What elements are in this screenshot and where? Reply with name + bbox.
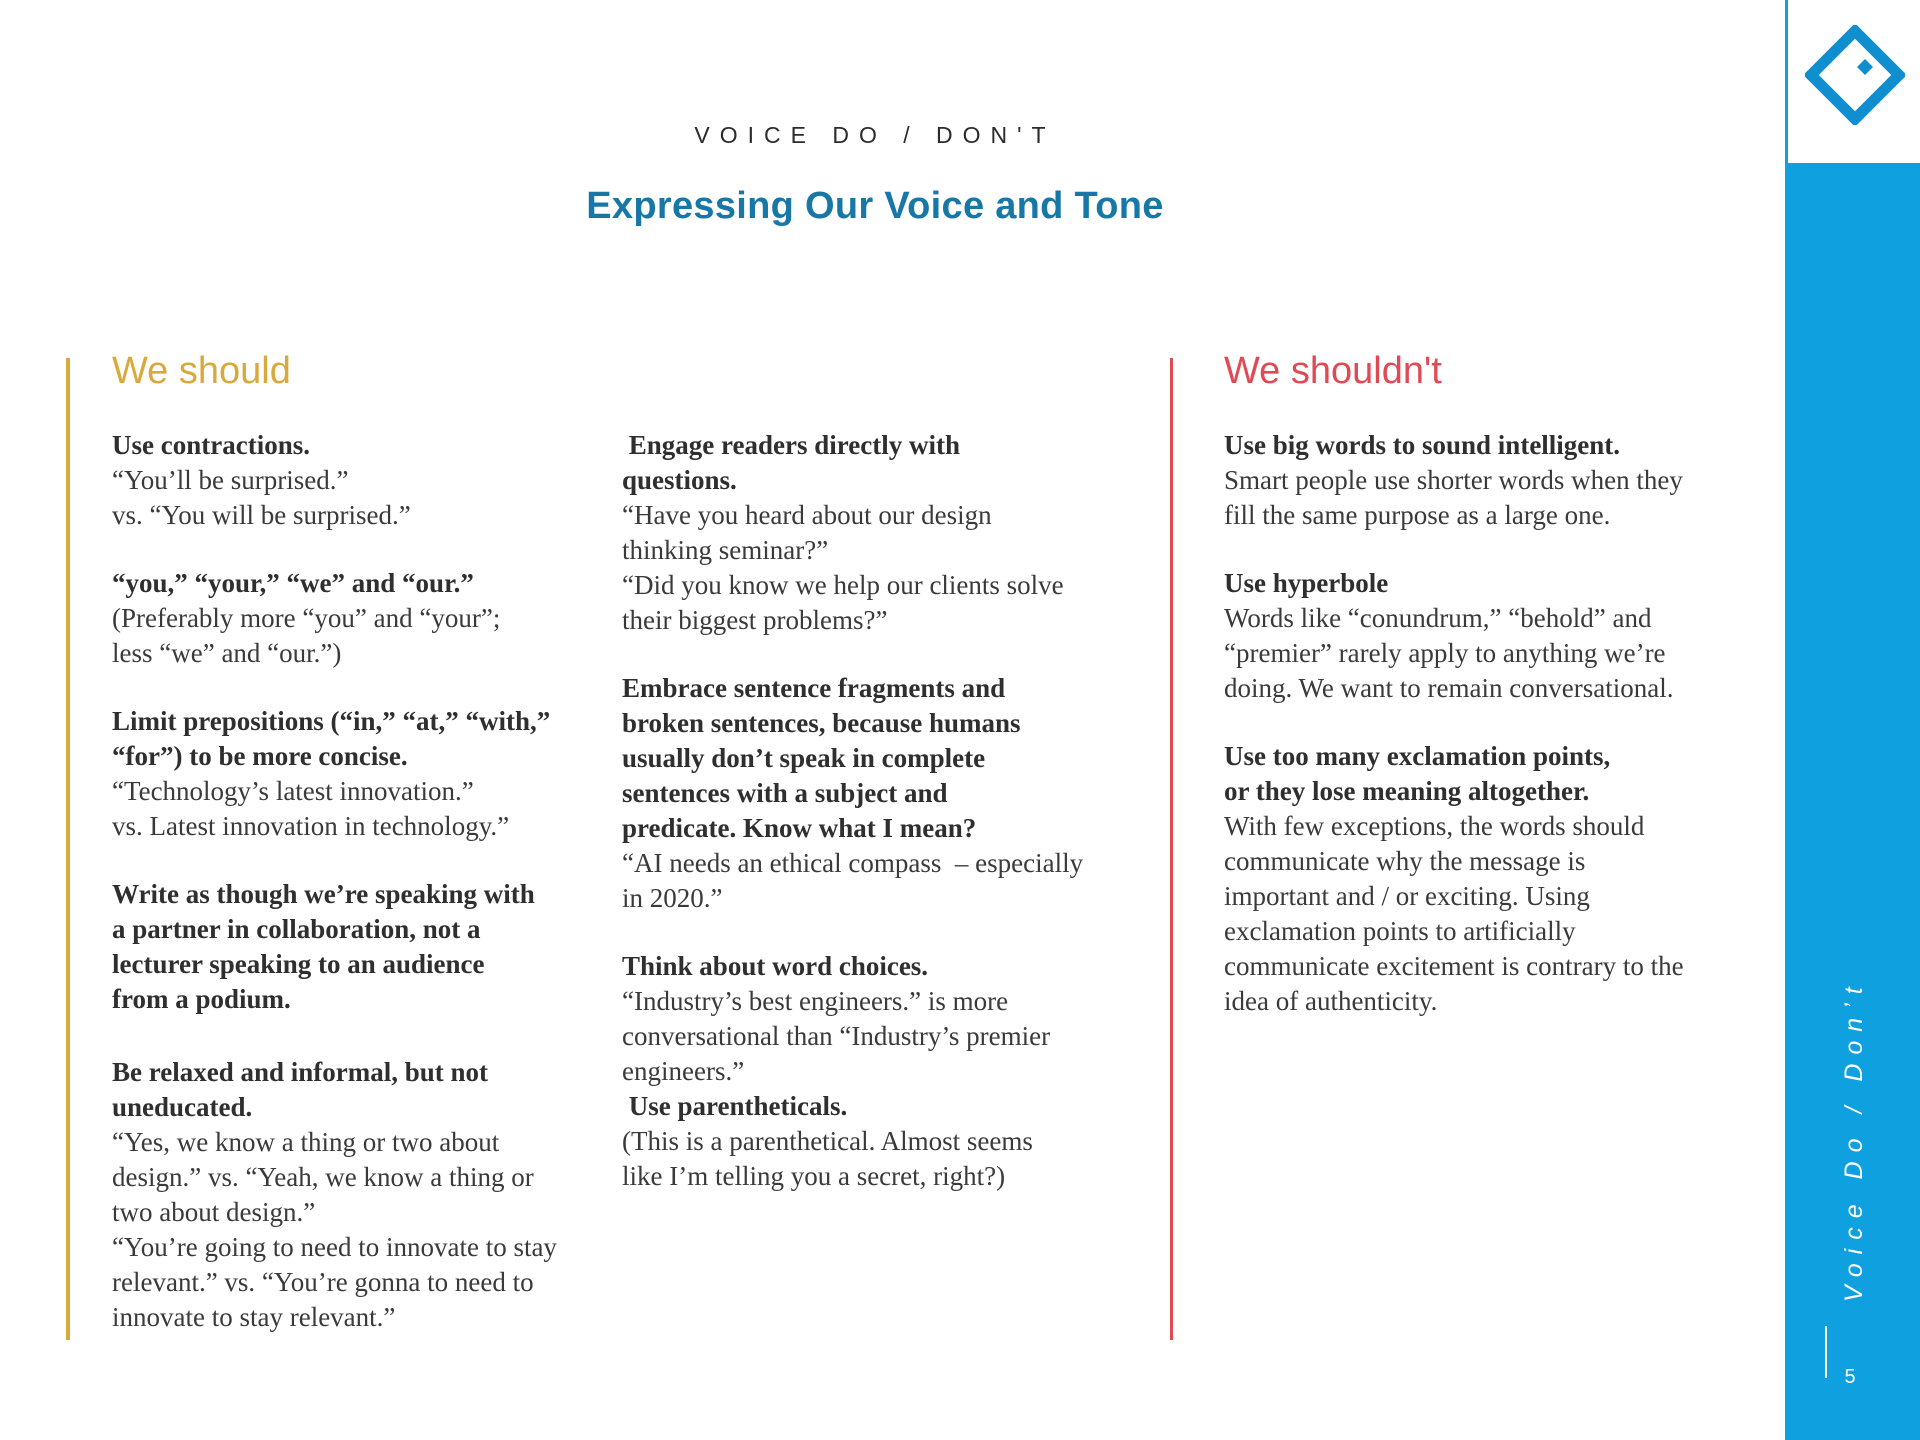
guideline-heading: Use too many exclamation points, or they lose meaning altogether. [1224, 741, 1611, 806]
diamond-logo-icon [1805, 25, 1905, 125]
guideline-body: “AI needs an ethical compass – especially in 2020.” [622, 848, 1084, 913]
guideline-heading: Embrace sentence fragments and broken sentences, because humans usually don’t speak in complete sentences with a subject and predicate. Know what I mean? [622, 673, 1021, 843]
logo-box [1785, 0, 1920, 163]
guideline-item [622, 1089, 1108, 1194]
shouldnt-column [1224, 428, 1734, 1052]
guideline-item [622, 428, 1108, 638]
guideline-item [112, 877, 598, 1017]
guideline-heading: Use hyperbole [1224, 568, 1389, 598]
guideline-item [1224, 428, 1734, 533]
guideline-item [112, 428, 598, 533]
guideline-heading: Be relaxed and informal, but not uneducated. [112, 1057, 489, 1122]
should-column-2 [622, 428, 1108, 1227]
guideline-item [622, 949, 1108, 1089]
should-heading: We should [112, 350, 291, 392]
guideline-heading: Use big words to sound intelligent. [1224, 430, 1621, 460]
guideline-body: With few exceptions, the words should communicate why the message is important and / or exciting. Using exclamation points to artificially communicate excitement is contrary to the idea of authenticity. [1224, 811, 1684, 1016]
guideline-body: “Yes, we know a thing or two about design.” vs. “Yeah, we know a thing or two about design.” “You’re going to need to innovate to stay relevant.” vs. “You’re gonna to need to innovate to stay relevant.” [112, 1127, 557, 1332]
guideline-item [112, 1055, 598, 1335]
guideline-body: “Technology’s latest innovation.” vs. Latest innovation in technology.” [112, 776, 510, 841]
shouldnt-rule [1170, 358, 1173, 1340]
guideline-heading: Write as though we’re speaking with a partner in collaboration, not a lecturer speaking to an audience from a podium. [112, 879, 535, 1014]
guideline-body: (This is a parenthetical. Almost seems like I’m telling you a secret, right?) [622, 1126, 1033, 1191]
guideline-heading: Use contractions. [112, 430, 310, 460]
should-column-1 [112, 428, 598, 1368]
should-rule [66, 358, 70, 1340]
guideline-item [1224, 566, 1734, 706]
sidebar-divider [1825, 1326, 1827, 1378]
guideline-item [112, 566, 598, 671]
shouldnt-heading: We shouldn't [1224, 350, 1442, 392]
guideline-item [112, 704, 598, 844]
guideline-heading: Limit prepositions (“in,” “at,” “with,” “for”) to be more concise. [112, 706, 551, 771]
page-eyebrow: VOICE DO / DON'T [694, 122, 1056, 148]
guideline-body: (Preferably more “you” and “your”; less “we” and “our.”) [112, 603, 501, 668]
guideline-body: “Industry’s best engineers.” is more conversational than “Industry’s premier engineers.” [622, 986, 1051, 1086]
guideline-item [622, 671, 1108, 916]
guideline-heading: Engage readers directly with questions. [622, 430, 960, 495]
guideline-heading: Think about word choices. [622, 951, 929, 981]
guideline-body: “Have you heard about our design thinking seminar?” “Did you know we help our clients solve their biggest problems?” [622, 500, 1064, 635]
guideline-body: “You’ll be surprised.” vs. “You will be surprised.” [112, 465, 411, 530]
sidebar-section-label: Voice Do / Don’t [1840, 978, 1868, 1302]
page-title: Expressing Our Voice and Tone [586, 185, 1164, 227]
guideline-body: Words like “conundrum,” “behold” and “premier” rarely apply to anything we’re doing. We want to remain conversational. [1224, 603, 1674, 703]
page-number: 5 [1844, 1366, 1856, 1388]
guideline-body: Smart people use shorter words when they fill the same purpose as a large one. [1224, 465, 1683, 530]
guideline-heading: Use parentheticals. [622, 1091, 848, 1121]
guideline-item [1224, 739, 1734, 1019]
guideline-heading: “you,” “your,” “we” and “our.” [112, 568, 474, 598]
